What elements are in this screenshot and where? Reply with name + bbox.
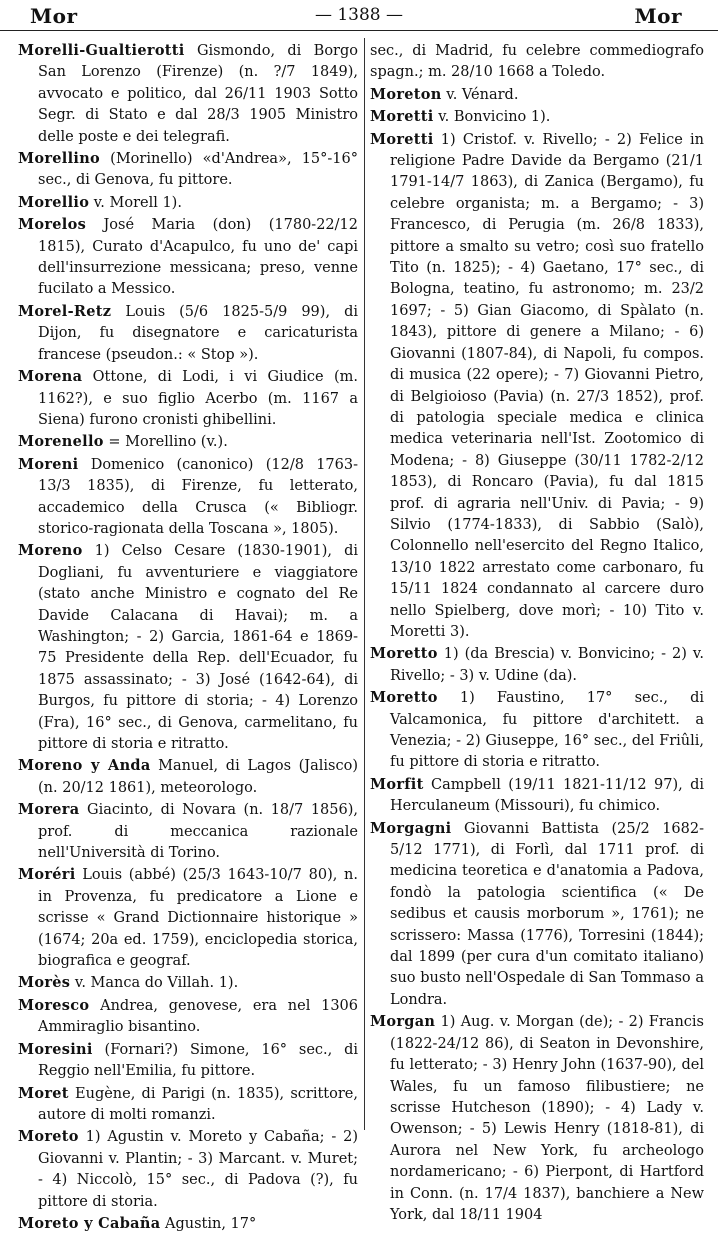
entry-text: v. Vénard.	[441, 86, 519, 103]
entry-text: Giacinto, di Novara (n. 18/7 1856), prof. di meccanica razionale nell'Università di Torino.	[38, 802, 358, 862]
entry-text: Ottone, di Lodi, i vi Giudice (m. 1162?), e suo figlio Acerbo (m. 1167 a Siena) furono cronisti ghibellini.	[38, 369, 358, 428]
entry-text: Louis (abbé) (25/3 1643-10/7 80), n. in Provenza, fu predicatore a Lione e scrisse « Grand Dictionnaire historique » (1674; 20a ed. 1759), enciclopedia storica, biografica e geograf.	[38, 867, 358, 970]
headword: Moretto	[370, 645, 438, 663]
headword: Moretti	[370, 130, 434, 148]
entry	[370, 774, 704, 818]
headword: Moreton	[370, 85, 442, 103]
left-column	[18, 40, 358, 1232]
entry	[18, 995, 358, 1039]
entry	[18, 972, 358, 994]
right-column	[370, 40, 704, 1223]
headword: Moreto y Cabaña	[18, 1214, 161, 1232]
entry	[18, 1126, 358, 1213]
headword: Morellio	[18, 193, 90, 211]
entry	[370, 1011, 704, 1226]
entry	[370, 643, 704, 687]
entry	[370, 129, 704, 644]
entry-text: Louis (5/6 1825-5/9 99), di Dijon, fu disegnatore e caricaturista francese (pseudon.: « Stop »).	[38, 303, 358, 363]
entry	[370, 818, 704, 1012]
column-divider	[364, 38, 365, 1130]
entry-text: Campbell (19/11 1821-11/12 97), di Herculaneum (Missouri), fu chimico.	[390, 776, 704, 815]
entry-text: 1) (da Brescia) v. Bonvicino; - 2) v. Rivello; - 3) v. Udine (da).	[390, 646, 704, 684]
entry	[18, 366, 358, 431]
entry-text: Manuel, di Lagos (Jalisco) (n. 20/12 1861), meteorologo.	[38, 758, 358, 796]
entry-text: v. Morell 1).	[89, 194, 182, 211]
entry-text: Eugène, di Parigi (n. 1835), scrittore, autore di molti romanzi.	[38, 1085, 358, 1123]
entry	[18, 214, 358, 301]
entry	[18, 431, 358, 453]
entry-text: 1) Agustin v. Moreto y Cabaña; - 2) Giovanni v. Plantin; - 3) Marcant. v. Muret; - 4) Niccolò, 15° sec., di Padova (?), fu pittore di storia.	[38, 1129, 358, 1210]
headword: Moresini	[18, 1040, 93, 1058]
page-header	[0, 0, 718, 31]
headword: Morera	[18, 801, 80, 819]
entry-text: Gismondo, di Borgo San Lorenzo (Firenze) (n. ?/7 1849), avvocato e politico, dal 26/11 1903 Sotto Segr. di Stato e dal 28/3 1905 Ministro delle poste e dei telegrafi.	[38, 43, 358, 145]
headword: Morelos	[18, 216, 87, 234]
headword: Moretto	[370, 689, 438, 707]
headword: Moréri	[18, 866, 76, 884]
headword: Morfit	[370, 775, 424, 793]
page-number: — 1388 —	[314, 5, 404, 25]
entry	[18, 540, 358, 755]
entry-text: 1) Cristof. v. Rivello; - 2) Felice in religione Padre Davide da Bergamo (21/1 1791-14/7 1863), di Zanica (Bergamo), fu celebre organista; m. a Bergamo; - 3) Francesco, di Perugia (m. 26/8 1833), pittore a smalto su vetro; così suo fratello Tito (n. 1825); - 4) Gaetano, 17° sec., di Bologna, teatino, fu astronomo; m. 23/2 1697; - 5) Gian Giacomo, di Spàlato (n. 1843), pittore di genere a Milano; - 6) Giovanni (1807-84), di Napoli, fu compos. di musica (22 opere); - 7) Giovanni Pietro, di Belgioioso (Pavia) (n. 27/3 1852), prof. di patologia speciale medica e clinica medica veterinaria nell'Ist. Zootomico di Modena; - 8) Giuseppe (30/11 1782-2/12 1853), di Roncaro (Pavia), fu dal 1815 prof. di agraria nell'Univ. di Pavia; - 9) Silvio (1774-1833), di Sabbio (Salò), Colonnello nell'esercito del Regno Italico, 13/10 1822 arrestato come carbonaro, fu 15/11 1824 condannato al carcere duro nello Spielberg, dove morì; - 10) Tito v. Moretti 3).	[390, 131, 704, 640]
entry	[18, 1039, 358, 1083]
entry	[370, 84, 704, 106]
entry-text: v. Bonvicino 1).	[433, 109, 551, 126]
entry-text: sec., di Madrid, fu celebre commediografo spagn.; m. 28/10 1668 a Toledo.	[370, 43, 704, 81]
entry	[18, 1213, 358, 1235]
entry	[18, 148, 358, 192]
entry	[18, 1083, 358, 1127]
headword: Moreto	[18, 1128, 79, 1146]
running-head-right: Mor	[634, 4, 682, 28]
headword: Morel-Retz	[18, 302, 112, 320]
entry-continuation	[370, 40, 704, 84]
headword: Morgan	[370, 1013, 436, 1031]
headword: Moreno y Anda	[18, 757, 151, 775]
entry-text: = Morellino (v.).	[103, 434, 228, 451]
entry	[370, 687, 704, 774]
headword: Morenello	[18, 433, 104, 451]
entry-text: v. Manca do Villah. 1).	[70, 975, 239, 992]
entry	[370, 106, 704, 128]
entry-text: José Maria (don) (1780-22/12 1815), Curato d'Acapulco, fu uno de' capi dell'insurrezione messicana; preso, venne fucilato a Messico.	[38, 217, 358, 298]
headword: Moretti	[370, 108, 434, 126]
entry	[18, 799, 358, 864]
entry-text: Domenico (canonico) (12/8 1763-13/3 1835), di Firenze, fu letterato, accademico della Crusca (« Bibliogr. storico-ragionata della Toscana », 1805).	[38, 456, 358, 537]
headword: Morellino	[18, 150, 101, 168]
headword: Moreni	[18, 455, 79, 473]
entry	[18, 755, 358, 799]
headword: Morgagni	[370, 819, 452, 837]
entry-text: Andrea, genovese, era nel 1306 Ammiraglio bisantino.	[38, 997, 358, 1036]
entry	[18, 454, 358, 541]
entry	[18, 40, 358, 148]
entry-text: (Fornari?) Simone, 16° sec., di Reggio nell'Emilia, fu pittore.	[38, 1041, 358, 1080]
entry-text: 1) Aug. v. Morgan (de); - 2) Francis (1822-24/12 86), di Seaton in Devonshire, fu letterato; - 3) Henry John (1637-90), del Wales, fu un famoso filibustiere; ne scrisse Hutcheson (1890); - 4) Lady v. Owenson; - 5) Lewis Henry (1818-81), di Aurora nel New York, fu archeologo nordamericano; - 6) Pierpont, di Hartford in Conn. (n. 17/4 1837), banchiere a New York, dal 18/11 1904	[390, 1014, 704, 1223]
entry-text: Agustin, 17°	[160, 1215, 257, 1232]
running-head-left: Mor	[30, 4, 78, 28]
headword: Morelli-Gualtierotti	[18, 42, 185, 59]
headword: Moreno	[18, 542, 83, 560]
entry-text: 1) Celso Cesare (1830-1901), di Dogliani, fu avventuriere e viaggiatore (stato anche Ministro e cognato del Re Davide Calacana di Havai); m. a Washington; - 2) Garcia, 1861-64 e 1869-75 Presidente della Rep. dell'Ecuador, fu 1875 assassinato; - 3) José (1642-64), di Burgos, fu pittore di storia; - 4) Lorenzo (Fra), 16° sec., di Genova, carmelitano, fu pittore di storia e ritratto.	[38, 543, 358, 752]
entry	[18, 864, 358, 972]
entry	[18, 192, 358, 214]
headword: Moret	[18, 1084, 69, 1102]
entry-text: Giovanni Battista (25/2 1682-5/12 1771), di Forlì, dal 1711 prof. di medicina teoretica e d'anatomia a Padova, fondò la patologia scientifica (« De sedibus et causis morborum », 1761); ne scrissero: Massa (1776), Torresini (1844); dal 1899 (per cura d'un comitato italiano) suo busto nell'Ospedale di San Tommaso a Londra.	[390, 820, 704, 1008]
entry-text: 1) Faustino, 17° sec., di Valcamonica, fu pittore d'architett. a Venezia; - 2) Giuseppe, 16° sec., del Friûli, fu pittore di storia e ritratto.	[390, 690, 704, 771]
headword: Morena	[18, 368, 83, 386]
entry	[18, 301, 358, 366]
headword: Morès	[18, 974, 71, 992]
entry-text: (Morinello) «d'Andrea», 15°-16° sec., di Genova, fu pittore.	[38, 151, 358, 189]
headword: Moresco	[18, 996, 90, 1014]
